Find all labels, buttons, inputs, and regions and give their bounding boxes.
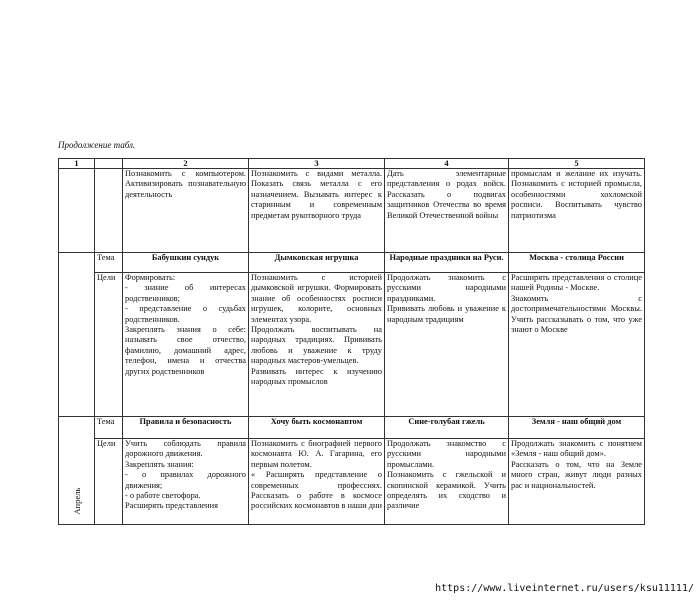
topic-cell: Москва - столица России	[509, 253, 645, 273]
label-cell-empty	[95, 169, 123, 253]
plan-table	[58, 158, 645, 525]
month-cell-empty	[59, 169, 95, 253]
topic-label: Тема	[95, 253, 123, 273]
goals-label: Цели	[95, 439, 123, 525]
source-url: https://www.liveinternet.ru/users/ksu11111/	[435, 583, 694, 594]
goals-label: Цели	[95, 273, 123, 417]
col-number-5: 5	[509, 159, 645, 169]
col-number-2: 2	[123, 159, 249, 169]
month-label: Апрель	[71, 487, 82, 515]
cont-cell-2: Познакомить с компьютером. Активизировать познавательную деятельность	[123, 169, 249, 253]
col-number-blank	[95, 159, 123, 169]
goals-cell: Формировать: - знание об интересах родственников; - представление о судьбах родственников. Закреплять знания о себе: называть свое отчество, фамилию, домашний адрес, телефон, имена и отчества других родственников	[123, 273, 249, 417]
topic-row-2	[59, 417, 645, 439]
topic-label: Тема	[95, 417, 123, 439]
month-cell-april	[59, 417, 95, 525]
topic-cell: Народные праздники на Руси.	[385, 253, 509, 273]
goals-row-2	[59, 439, 645, 525]
goals-cell: Познакомить с историей дымковской игрушки. Формировать знание об особенностях росписи игрушек, колорите, основных элементах узора. Продолжать воспитывать на народных традициях. Прививать любовь и уважение к труду народных мастеров-умельцев. Развивать интерес к изучению народных промыслов	[249, 273, 385, 417]
topic-row-1	[59, 253, 645, 273]
goals-cell: Продолжать знакомить с понятием «Земля - наш общий дом». Рассказать о том, что на Земле много стран, живут люди разных рас и национальностей.	[509, 439, 645, 525]
column-number-row	[59, 159, 645, 169]
topic-cell: Бабушкин сундук	[123, 253, 249, 273]
continuation-row	[59, 169, 645, 253]
topic-cell: Дымковская игрушка	[249, 253, 385, 273]
goals-row-1	[59, 273, 645, 417]
table-caption: Продолжение табл.	[58, 140, 136, 150]
goals-cell: Продолжать знакомить с русскими народными праздниками. Прививать любовь и уважение к народным традициям	[385, 273, 509, 417]
col-number-1: 1	[59, 159, 95, 169]
goals-cell: Продолжать знакомство с русскими народными промыслами. Познакомить с гжельской и скопинской керамикой. Учить определять их сходство и различие	[385, 439, 509, 525]
topic-cell: Земля - наш общий дом	[509, 417, 645, 439]
goals-cell: Расширять представления о столице нашей Родины - Москве. Знакомить с достопримечательностями Москвы. Учить рассказывать о том, что уже знают о Москве	[509, 273, 645, 417]
cont-cell-3: Познакомить с видами металла. Показать связь металла с его назначением. Вызывать интерес к старинным и современным предметам рукотворного труда	[249, 169, 385, 253]
goals-cell: Учить соблюдать правила дорожного движения. Закреплять знания: - о правилах дорожного движения; - о работе светофора. Расширять представления	[123, 439, 249, 525]
goals-cell: Познакомить с биографией первого космонавта Ю. А. Гагарина, его первым полетом. « Расширять представление о современных профессиях. Рассказать о работе в космосе российских космонавтов в наши дни	[249, 439, 385, 525]
topic-cell: Сине-голубая гжель	[385, 417, 509, 439]
col-number-4: 4	[385, 159, 509, 169]
cont-cell-4: Дать элементарные представления о родах войск. Рассказать о подвигах защитников Отечества во время Великой Отечественной войны	[385, 169, 509, 253]
cont-cell-5: промыслам и желание их изучать. Познакомить с историей промысла, особенностями хохломской росписи. Воспитывать чувство патриотизма	[509, 169, 645, 253]
col-number-3: 3	[249, 159, 385, 169]
topic-cell: Хочу быть космонавтом	[249, 417, 385, 439]
topic-cell: Правила и безопасность	[123, 417, 249, 439]
month-cell-1	[59, 253, 95, 417]
